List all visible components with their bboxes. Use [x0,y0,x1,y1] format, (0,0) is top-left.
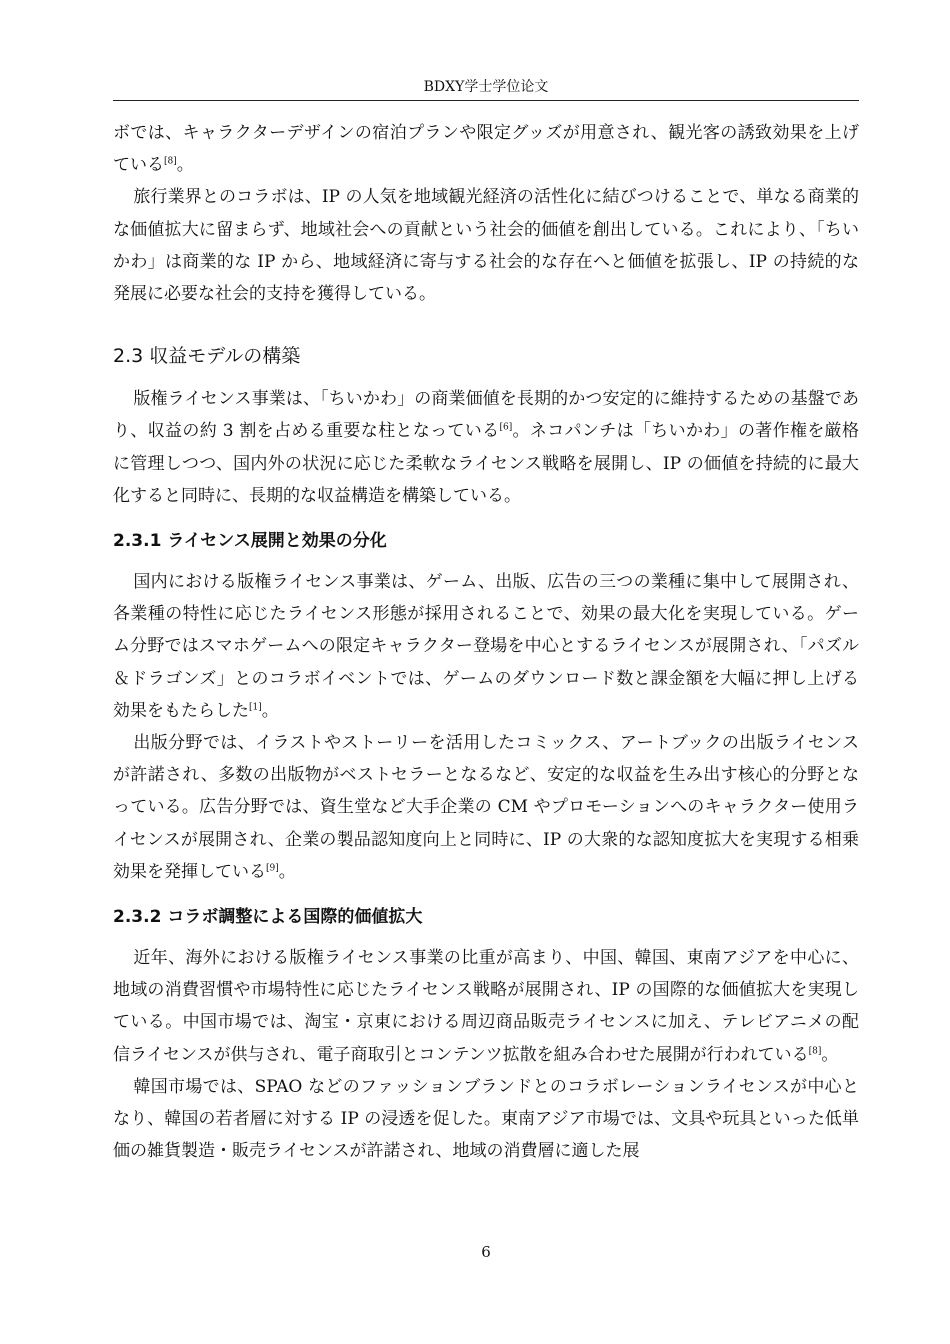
paragraph [113,383,859,512]
paragraph-tail: 。 [278,861,296,882]
spacer [113,888,859,906]
citation-ref: [1] [249,702,262,713]
paragraph: 韓国市場では、SPAO などのファッションブランドとのコラボレーションライセンスが中心となり、韓国の若者層に対する IP の浸透を促した。東南アジア市場では、文具や玩具といった低単価の雑貨製造・販売ライセンスが許諾され、地域の消費層に適した展 [113,1076,859,1162]
paragraph-text: 版権ライセンス事業は、「ちいかわ」の商業価値を長期的かつ安定的に維持するための基盤であり、収益の約 3 割を占める重要な柱となっている [113,389,859,442]
paragraph-tail: 。ネコパンチは「ちいかわ」の著作権を厳格に管理しつつ、国内外の状況に応じた柔軟なライセンス戦略を展開し、IP の価値を持続的に最大化すると同時に、長期的な収益構造を構築している。 [113,421,860,506]
paragraph-tail: 。 [176,155,194,176]
page-number: 6 [481,1243,491,1261]
citation-ref: [9] [266,863,279,874]
paragraph: 旅行業界とのコラボは、IP の人気を地域観光経済の活性化に結びつけることで、単なる商業的な価値拡大に留まらず、地域社会への貢献という社会的価値を創出している。これにより、「ちいかわ」は商業的な IP から、地域経済に寄与する社会的な存在へと価値を拡張し、IP の持続的な発展に必要な社会的支持を獲得している。 [113,187,859,305]
paragraph-tail: 。 [261,700,279,721]
citation-ref: [8] [808,1046,822,1057]
paragraph-text: 出版分野では、イラストやストーリーを活用したコミックス、アートブックの出版ライセンスが許諾され、多数の出版物がベストセラーとなるなど、安定的な収益を生み出す核心的分野となっている。広告分野では、資生堂など大手企業の CM やプロモーションへのキャラクター使用ライセンスが展開され、企業の製品認知度向上と同時に、IP の大衆的な認知度拡大を実現する相乗効果を発揮している [113,733,859,882]
page-body [113,117,859,1167]
header-rule [113,100,859,101]
citation-ref: [6] [499,422,513,433]
running-header: BDXY学士学位论文 [423,79,549,95]
paragraph [113,727,859,888]
spacer [113,368,859,383]
spacer [113,310,859,344]
section-heading-2-3: 2.3 収益モデルの構築 [113,345,301,368]
subsection-heading-2-3-1: 2.3.1 ライセンス展開と効果の分化 [113,531,387,552]
subsection-heading-2-3-2: 2.3.2 コラボ調整による国際的価値拡大 [113,907,423,928]
paragraph [113,566,859,727]
paragraph-text: ボでは、キャラクターデザインの宿泊プランや限定グッズが用意され、観光客の誘致効果を上げている [113,123,859,176]
spacer [113,552,859,566]
paragraph-text: 近年、海外における版権ライセンス事業の比重が高まり、中国、韓国、東南アジアを中心に、地域の消費習慣や市場特性に応じたライセンス戦略が展開され、IP の国際的な価値拡大を実現している。中国市場では、淘宝・京東における周辺商品販売ライセンスに加え、テレビアニメの配信ライセンスが供与され、電子商取引とコンテンツ拡散を組み合わせた展開が行われている [113,948,859,1065]
paragraph [113,942,859,1071]
paragraph-tail: 。 [821,1044,839,1065]
spacer [113,512,859,530]
spacer [113,928,859,942]
paragraph-continued [113,117,859,181]
paragraph-text: 国内における版権ライセンス事業は、ゲーム、出版、広告の三つの業種に集中して展開され、各業種の特性に応じたライセンス形態が採用されることで、効果の最大化を実現している。ゲーム分野ではスマホゲームへの限定キャラクター登場を中心とするライセンスが展開され、「パズル＆ドラゴンズ」とのコラボイベントでは、ゲームのダウンロード数と課金額を大幅に押し上げる効果をもたらした [113,572,859,721]
citation-ref: [8] [164,156,177,167]
